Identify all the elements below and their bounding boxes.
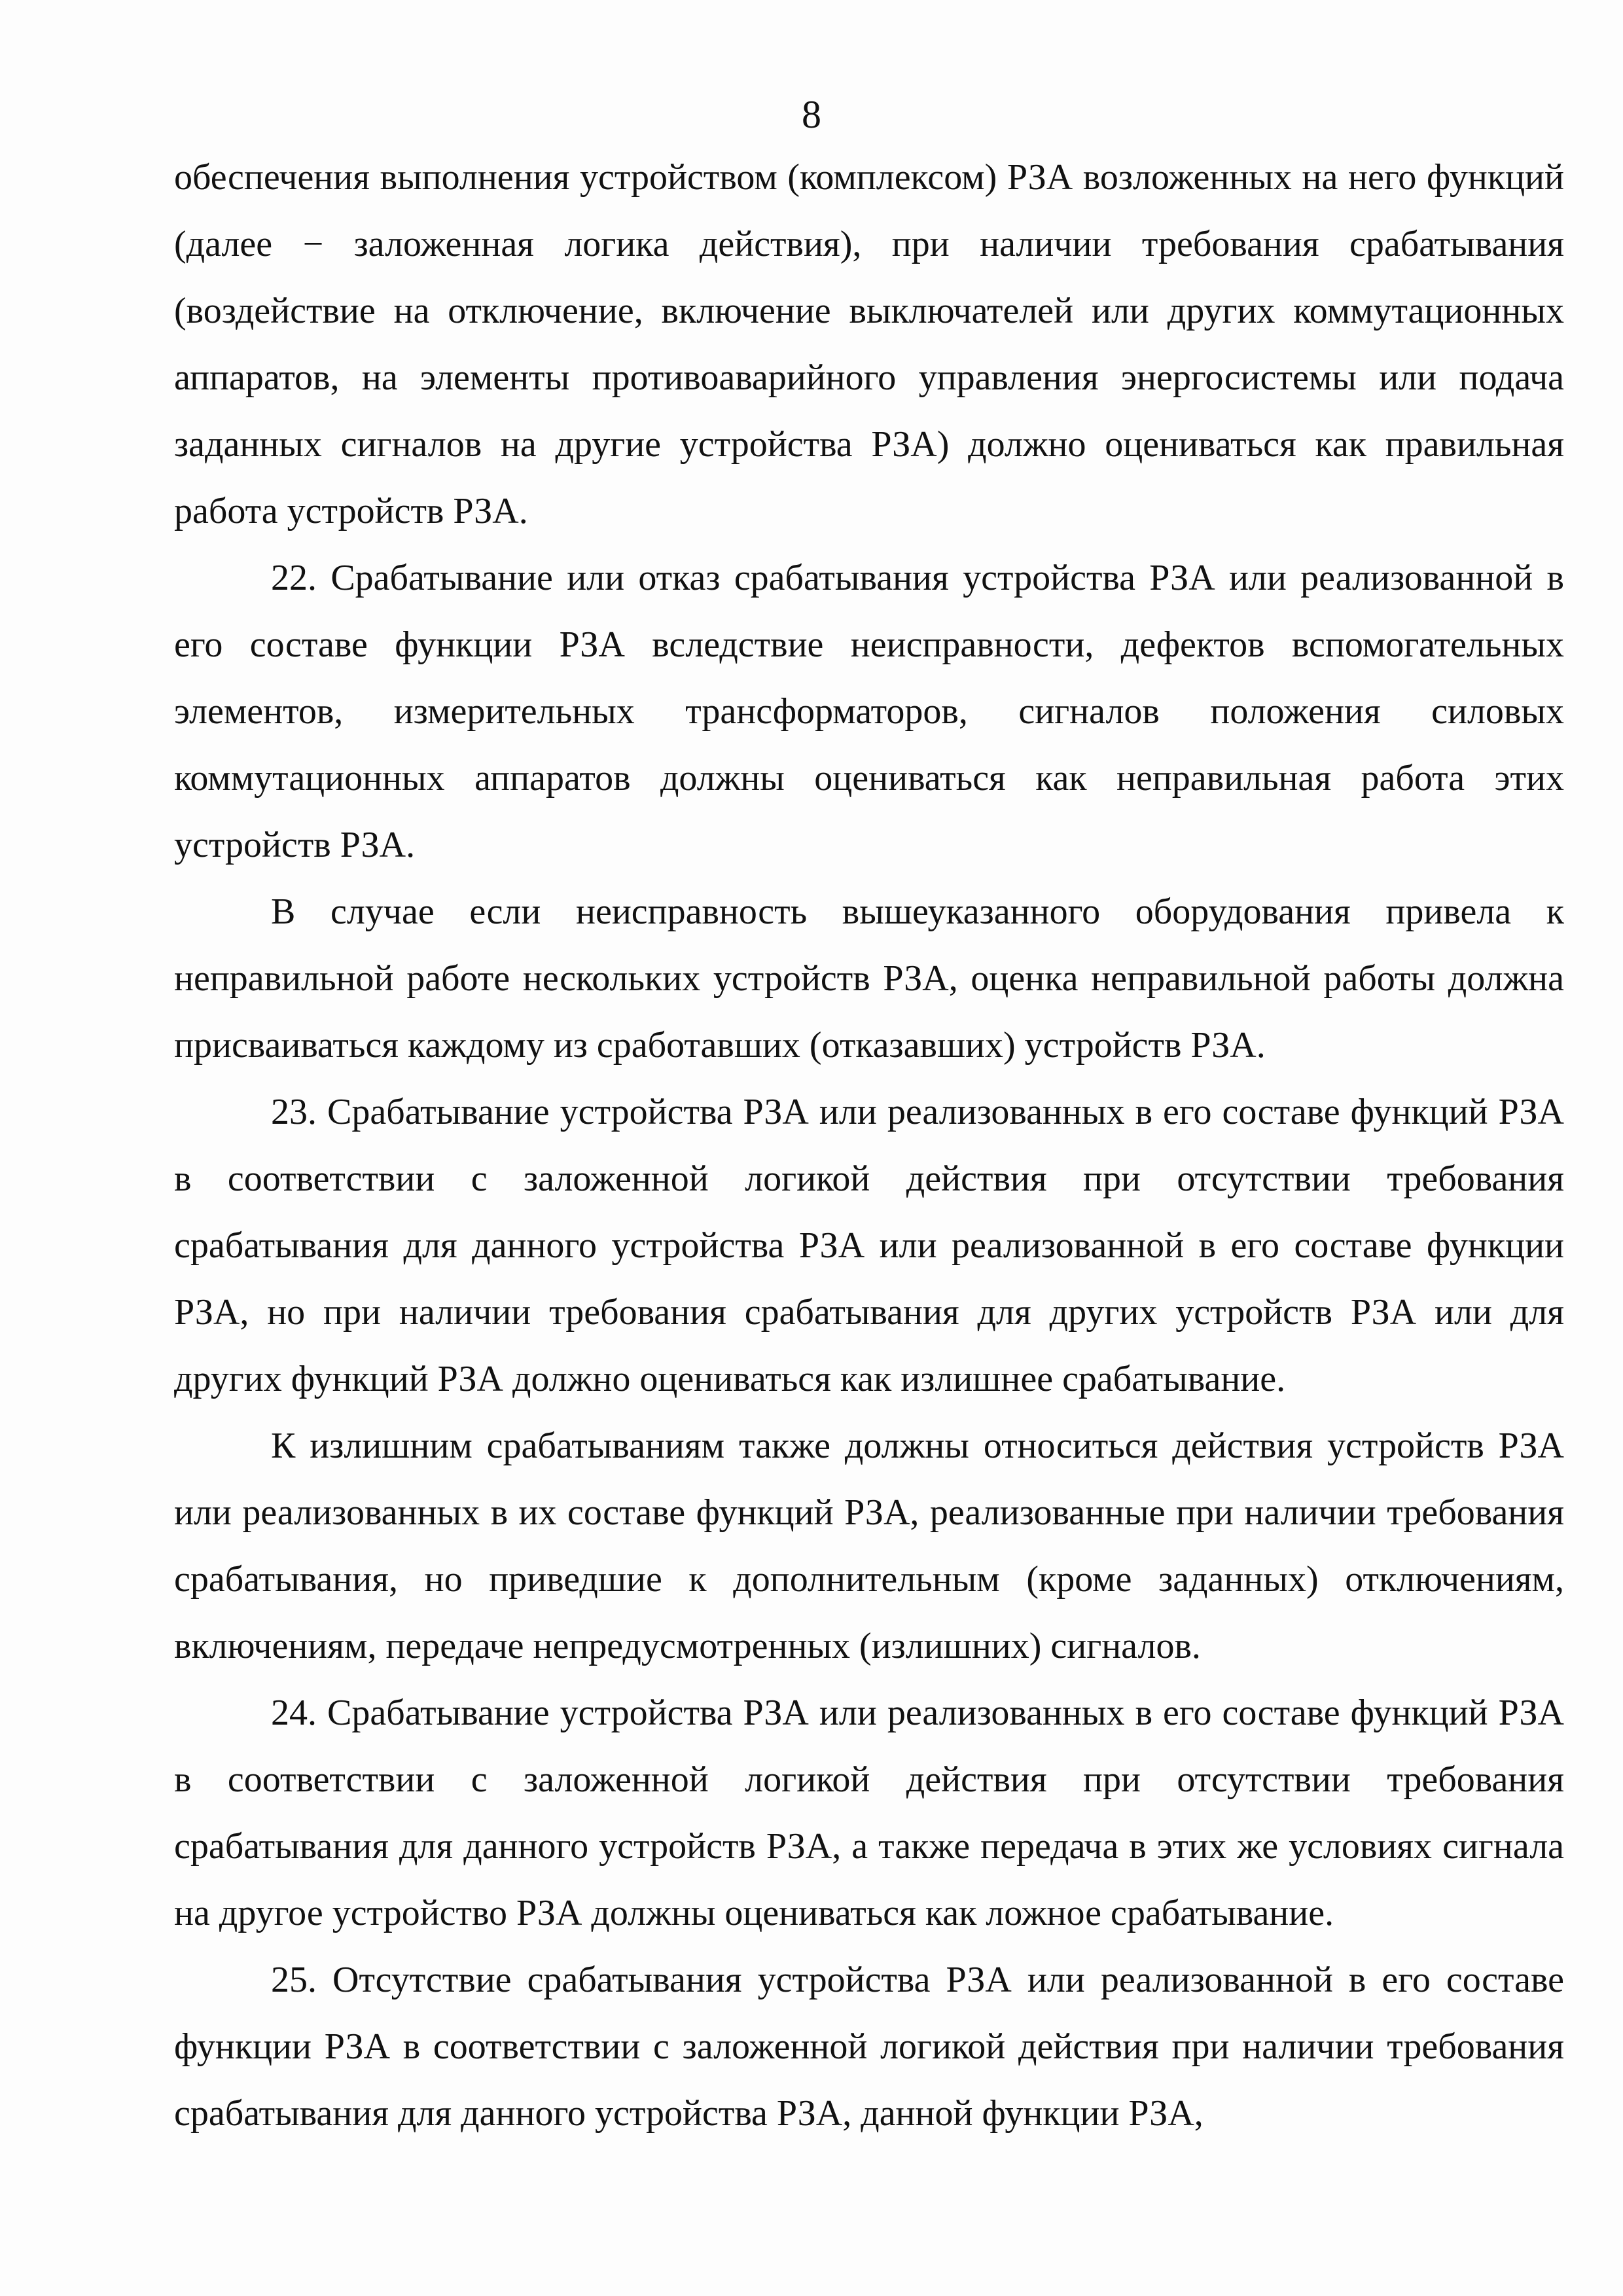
paragraph-23-note: К излишним срабатываниям также должны относиться действия устройств РЗА или реализованных в их составе функций РЗА, реализованные при наличии требования срабатывания, но приведшие к дополнительным (кроме заданных) отключениям, включениям, передаче непредусмотренных (излишних) сигналов. bbox=[174, 1426, 1564, 1666]
paragraph-24: 24. Срабатывание устройства РЗА или реализованных в его составе функций РЗА в соответствии с заложенной логикой действия при отсутствии требования срабатывания для данного устройств РЗА, а также передача в этих же условиях сигнала на другое устройство РЗА должны оцениваться как ложное срабатывание. bbox=[174, 1693, 1564, 1933]
page-number: 8 bbox=[802, 93, 821, 136]
paragraph-22-note: В случае если неисправность вышеуказанного оборудования привела к неправильной работе нескольких устройств РЗА, оценка неправильной работы должна присваиваться каждому из сработавших (отказавших) устройств РЗА. bbox=[174, 891, 1564, 1066]
paragraph-25: 25. Отсутствие срабатывания устройства РЗА или реализованной в его составе функции РЗА в соответствии с заложенной логикой действия при наличии требования срабатывания для данного устройства РЗА, данной функции РЗА, bbox=[174, 1960, 1564, 2134]
paragraph-continuation: обеспечения выполнения устройством (комплексом) РЗА возложенных на него функций (далее − заложенная логика действия), при наличии требования срабатывания (воздействие на отключение, включение выключателей или других коммутационных аппаратов, на элементы противоаварийного управления энергосистемы или подача заданных сигналов на другие устройства РЗА) должно оцениваться как правильная работа устройств РЗА. bbox=[174, 157, 1564, 531]
paragraph-22: 22. Срабатывание или отказ срабатывания устройства РЗА или реализованной в его составе функции РЗА вследствие неисправности, дефектов вспомогательных элементов, измерительных трансформаторов, сигналов положения силовых коммутационных аппаратов должны оцениваться как неправильная работа этих устройств РЗА. bbox=[174, 558, 1564, 865]
document-body bbox=[174, 144, 1564, 2147]
paragraph-23: 23. Срабатывание устройства РЗА или реализованных в его составе функций РЗА в соответствии с заложенной логикой действия при отсутствии требования срабатывания для данного устройства РЗА или реализованной в его составе функции РЗА, но при наличии требования срабатывания для других устройств РЗА или для других функций РЗА должно оцениваться как излишнее срабатывание. bbox=[174, 1092, 1564, 1399]
